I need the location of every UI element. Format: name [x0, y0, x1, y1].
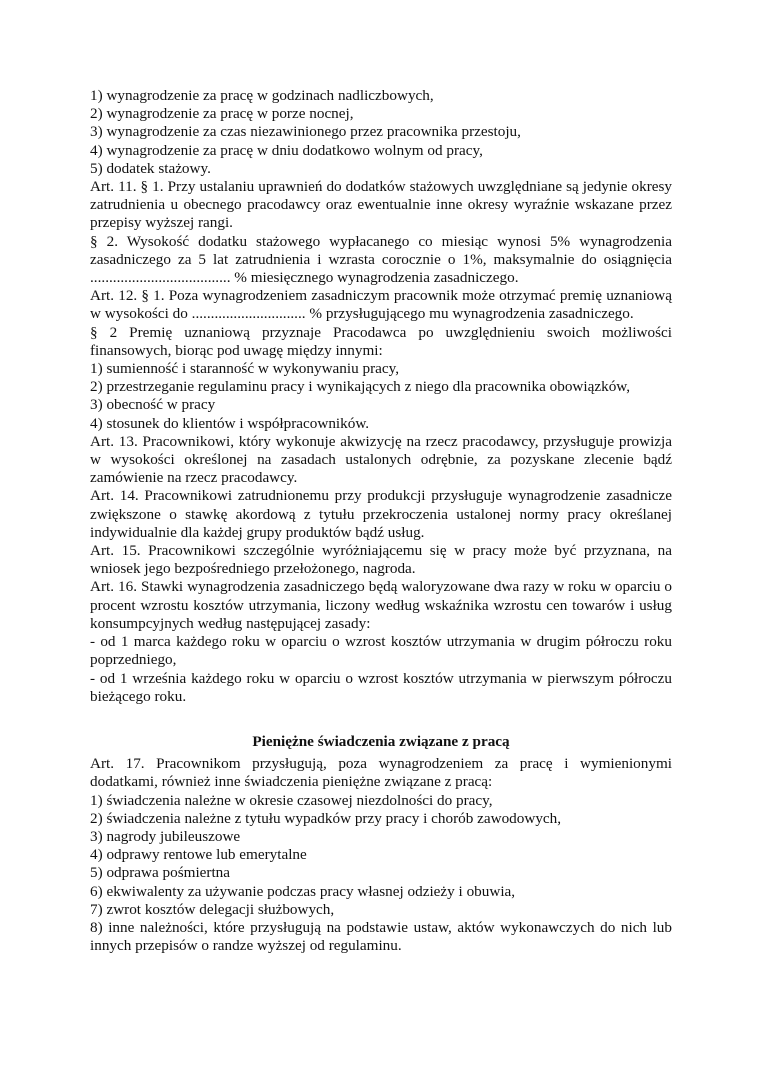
article-14: Art. 14. Pracownikowi zatrudnionemu przy produkcji przysługuje wynagrodzenie zasadnicze zwiększone o stawkę akordową z tytułu przekroczenia ustalonej normy pracy określanej indywidualnie dla każdej grupy produktów bądź usług. — [90, 487, 672, 541]
list-item: 1) wynagrodzenie za pracę w godzinach nadliczbowych, — [90, 87, 434, 104]
list-item: 5) dodatek stażowy. — [90, 159, 211, 177]
article-12-par-1: Art. 12. § 1. Poza wynagrodzeniem zasadniczym pracownik może otrzymać premię uznaniową w wysokości do .............................. % przysługującego mu wynagrodzenia zasadniczego. — [90, 287, 672, 323]
article-17: Art. 17. Pracownikom przysługują, poza wynagrodzeniem za pracę i wymienionymi dodatkami, również inne świadczenia pieniężne związane z pracą: — [90, 755, 672, 791]
article-11-par-1: Art. 11. § 1. Przy ustalaniu uprawnień do dodatków stażowych uwzględniane są jedynie okresy zatrudnienia u obecnego pracodawcy oraz ewentualnie inne okresy wyraźnie wskazane przez przepisy wyższej rangi. — [90, 178, 672, 232]
section-heading: Pieniężne świadczenia związane z pracą — [252, 732, 510, 750]
list-item: 4) stosunek do klientów i współpracowników. — [90, 414, 370, 432]
article-13: Art. 13. Pracownikowi, który wykonuje akwizycję na rzecz pracodawcy, przysługuje prowizja w wysokości określonej na zasadach ustalonych odrębnie, za pozyskane zlecenie bądź zamówienie na rzecz pracodawcy. — [90, 432, 672, 487]
list-item: 3) obecność w pracy — [90, 396, 216, 414]
list-item: 6) ekwiwalenty za używanie podczas pracy własnej odzieży i obuwia, — [90, 882, 516, 900]
list-item: 4) odprawy rentowe lub emerytalne — [90, 846, 307, 864]
list-item: 3) nagrody jubileuszowe — [90, 827, 241, 845]
list-item: - od 1 września każdego roku w oparciu o wzrost kosztów utrzymania w pierwszym półroczu bieżącego roku. — [90, 669, 672, 705]
article-15: Art. 15. Pracownikowi szczególnie wyróżniającemu się w pracy może być przyznana, na wniosek jego bezpośredniego przełożonego, nagroda. — [90, 542, 672, 578]
list-item: 8) inne należności, które przysługują na podstawie ustaw, aktów wykonawczych do nich lub innych przepisów o randze wyższej od regulaminu. — [90, 918, 672, 955]
article-11-par-2: § 2. Wysokość dodatku stażowego wypłacanego co miesiąc wynosi 5% wynagrodzenia zasadniczego za 5 lat zatrudnienia i wzrasta corocznie o 1%, maksymalnie do osiągnięcia ..................................... % miesięcznego wynagrodzenia zasadniczego. — [90, 232, 672, 287]
list-item: - od 1 marca każdego roku w oparciu o wzrost kosztów utrzymania w drugim półroczu roku poprzedniego, — [90, 633, 672, 669]
list-item: 2) przestrzeganie regulaminu pracy i wynikających z niego dla pracownika obowiązków, — [90, 378, 631, 396]
list-item: 1) świadczenia należne w okresie czasowej niezdolności do pracy, — [90, 791, 493, 809]
list-item: 3) wynagrodzenie za czas niezawinionego przez pracownika przestoju, — [90, 123, 521, 141]
list-item: 2) wynagrodzenie za pracę w porze nocnej, — [90, 105, 354, 123]
list-item: 7) zwrot kosztów delegacji służbowych, — [90, 900, 335, 918]
article-16: Art. 16. Stawki wynagrodzenia zasadniczego będą waloryzowane dwa razy w roku w oparciu o procent wzrostu kosztów utrzymania, liczony według wskaźnika wzrostu cen towarów i usług konsumpcyjnych według następującej zasady: — [90, 578, 672, 632]
document-text-block — [90, 87, 672, 955]
list-item: 4) wynagrodzenie za pracę w dniu dodatkowo wolnym od pracy, — [90, 141, 483, 159]
list-item: 1) sumienność i staranność w wykonywaniu pracy, — [90, 360, 400, 378]
article-12-par-2: § 2 Premię uznaniową przyznaje Pracodawca po uwzględnieniu swoich możliwości finansowych, biorąc pod uwagę między innymi: — [90, 323, 672, 359]
list-item: 2) świadczenia należne z tytułu wypadków przy pracy i chorób zawodowych, — [90, 809, 562, 827]
list-item: 5) odprawa pośmiertna — [90, 864, 231, 882]
